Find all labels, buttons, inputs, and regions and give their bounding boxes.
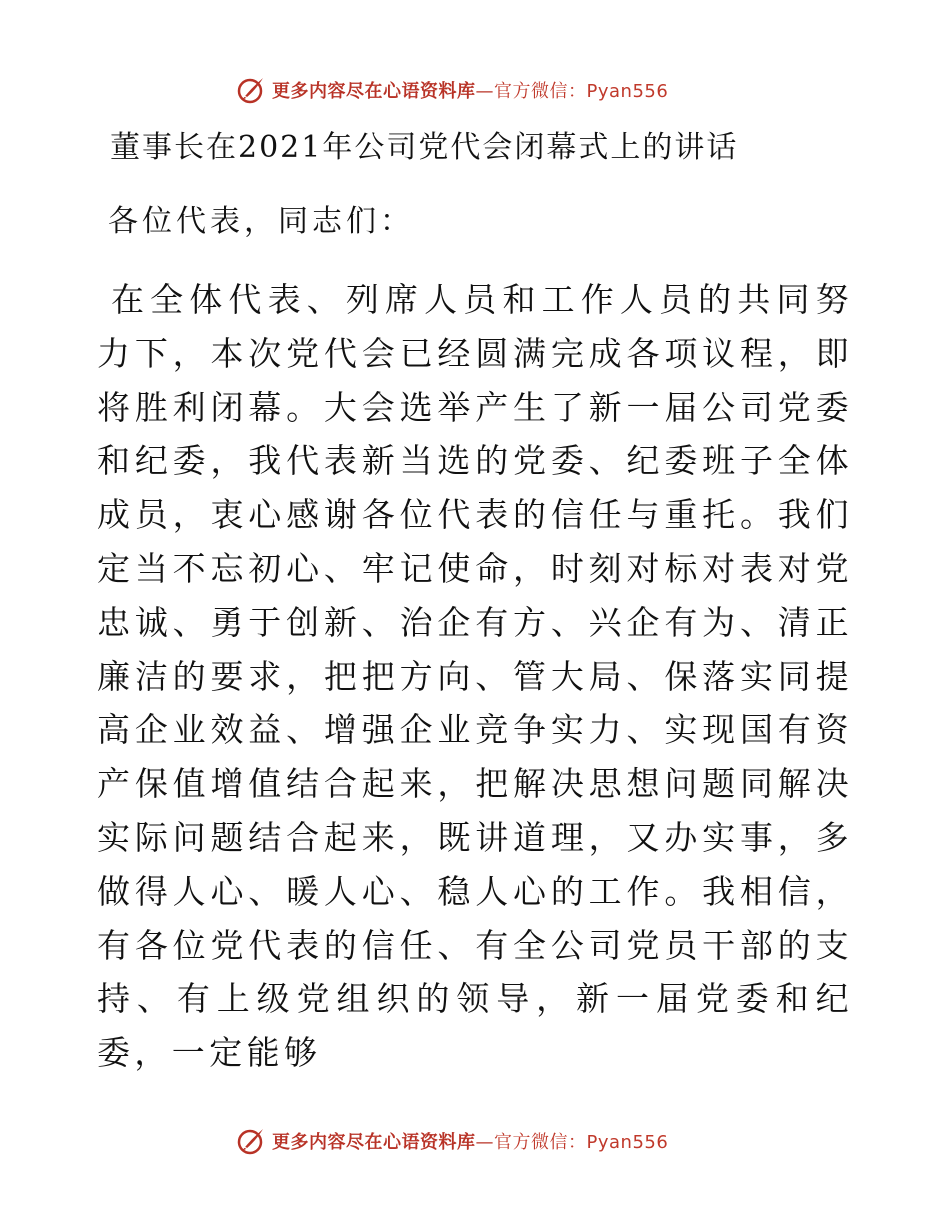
header-banner-main: 更多内容尽在心语资料库: [272, 81, 476, 102]
header-banner-wechat: 官方微信：Pyan556: [494, 81, 669, 102]
body-paragraph: 在全体代表、列席人员和工作人员的共同努力下，本次党代会已经圆满完成各项议程，即将胜利闭幕。大会选举产生了新一届公司党委和纪委，我代表新当选的党委、纪委班子全体成员，衷心感谢各位代表的信任与重托。我们定当不忘初心、牢记使命，时刻对标对表对党忠诚、勇于创新、治企有方、兴企有为、清正廉洁的要求，把把方向、管大局、保落实同提高企业效益、增强企业竞争实力、实现国有资产保值增值结合起来，把解决思想问题同解决实际问题结合起来，既讲道理，又办实事，多做得人心、暖人心、稳人心的工作。我相信，有各位党代表的信任、有全公司党员干部的支持、有上级党组织的领导，新一届党委和纪委，一定能够: [97, 280, 853, 1073]
salutation: 各位代表，同志们：: [108, 204, 414, 239]
footer-banner-text: [272, 1128, 668, 1154]
quill-logo-icon: [234, 74, 266, 106]
header-banner-text: [272, 77, 668, 103]
footer-banner-main: 更多内容尽在心语资料库: [272, 1132, 476, 1153]
footer-banner: [234, 1124, 668, 1158]
quill-logo-icon: [234, 1125, 266, 1157]
header-banner-separator: —: [475, 81, 494, 102]
footer-banner-separator: —: [475, 1132, 494, 1153]
header-banner: [234, 73, 668, 107]
document-title: 董事长在2021年公司党代会闭幕式上的讲话: [110, 130, 739, 165]
footer-banner-wechat: 官方微信：Pyan556: [494, 1132, 669, 1153]
